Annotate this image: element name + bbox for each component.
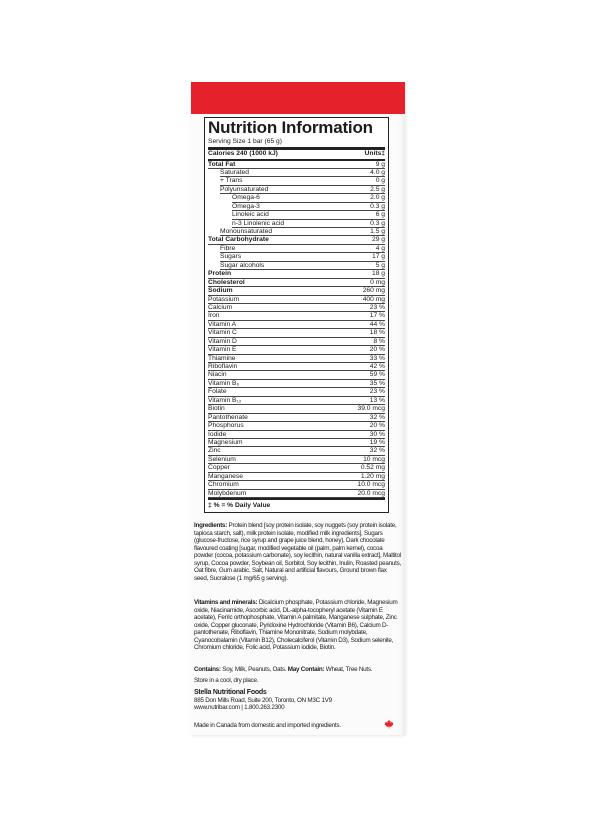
nutrient-row <box>208 287 385 295</box>
nutrient-row <box>208 414 385 422</box>
may-contain-text: Wheat, Tree Nuts. <box>324 666 373 673</box>
nutrient-value: 2.0 g <box>370 194 385 202</box>
company-contact: www.nutribar.com | 1.800.263.2300 <box>194 704 285 712</box>
nutrient-value: 17 g <box>371 253 385 261</box>
nutrient-row <box>220 169 385 177</box>
nutrient-row <box>208 321 385 329</box>
nutrient-name: Cholesterol <box>208 278 245 286</box>
nutrient-name: Monounsaturated <box>220 228 273 235</box>
nutrient-value: 18 g <box>371 270 385 278</box>
nutrient-row <box>232 211 385 219</box>
nutrient-name: Calcium <box>208 303 233 311</box>
ingredients-text: Protein blend [soy protein isolate, soy nuggets (soy protein isolate, tapioca starch, salt), milk protein isolate, modified milk ingredients], Sugars (glucose-fructose, rice syrup and grape juice blend, honey), Dark chocolate flavoured coating [sugar, modified vegetable oil (palm, palm kernel), cocoa powder (cocoa, potassium carbonate), soy lecithin, natural vanilla extract], Maltitol syrup, Cocoa powder, Soybean oil, Sorbitol, Soy lecithin, Inulin, Roasted peanuts, Oat fibre, Gum arabic, Salt, Natural and artificial flavours, Ground brown flax seed, Sucralose (1 mg/65 g serving). <box>194 522 402 582</box>
nutrient-value: 10.0 mcg <box>357 481 385 489</box>
nutrient-name: Niacin <box>208 371 227 379</box>
nutrient-value: 44 % <box>369 320 385 328</box>
nutrient-name: Chromium <box>208 481 239 489</box>
nutrient-name: Vitamin C <box>208 329 237 337</box>
nutrient-row <box>208 304 385 312</box>
nutrient-value: 0.52 mg <box>360 464 385 472</box>
nutrient-row <box>208 439 385 447</box>
company-name: Stella Nutritional Foods <box>194 689 267 696</box>
nutrient-name: Riboflavin <box>208 363 238 370</box>
daily-value-footnote: ‡ % = % Daily Value <box>208 498 385 510</box>
contains-label: Contains: <box>194 666 221 673</box>
nutrient-value: 32 % <box>369 413 385 421</box>
nutrient-name: Pantothenate <box>208 413 248 421</box>
nutrient-row <box>208 447 385 455</box>
nutrient-value: 5 g <box>375 261 385 269</box>
nutrient-value: 10 mcg <box>363 455 385 463</box>
nutrition-title: Nutrition Information <box>208 118 373 137</box>
nutrient-value: 20.0 mcg <box>357 489 385 497</box>
nutrient-row <box>220 262 385 270</box>
nutrient-row <box>220 186 385 194</box>
nutrient-value: 23 % <box>369 303 385 311</box>
nutrient-value: 20 % <box>369 346 385 354</box>
nutrient-row <box>208 329 385 337</box>
nutrient-row <box>208 312 385 320</box>
nutrient-name: Vitamin E <box>208 346 237 354</box>
made-in-note: Made in Canada from domestic and imported ingredients. <box>194 722 341 729</box>
nutrient-row <box>220 228 385 236</box>
nutrient-name: Protein <box>208 270 232 278</box>
nutrient-name: Selenium <box>208 455 236 463</box>
nutrient-name: Sodium <box>208 287 233 295</box>
vitamins-block <box>194 599 402 652</box>
nutrient-row <box>208 346 385 354</box>
ingredients-label: Ingredients: <box>194 522 228 529</box>
nutrient-row <box>208 431 385 439</box>
nutrient-row <box>208 363 385 371</box>
serving-size: Serving Size 1 bar (65 g) <box>208 138 282 145</box>
nutrient-value: 33 % <box>369 354 385 362</box>
nutrient-row <box>208 473 385 481</box>
nutrition-table <box>204 117 389 513</box>
nutrient-name: Iodide <box>208 430 227 438</box>
nutrient-value: 29 g <box>371 236 385 244</box>
nutrient-value: 0 g <box>375 177 385 185</box>
nutrient-value: 32 % <box>369 447 385 455</box>
nutrient-value: 4.0 g <box>370 168 385 176</box>
nutrient-value: 19 % <box>369 438 385 446</box>
nutrient-name: Molybdenum <box>208 489 247 497</box>
nutrient-name: Fibre <box>220 244 236 252</box>
vitamins-text: Dicalcium phosphate, Potassium chloride, Magnesium oxide, Niacinamide, Ascorbic acid, DL-alpha-tocopheryl acetate (Vitamin E acetate), Ferric orthophosphate, Vitamin A palmitate, Manganese sulphate, Zinc oxide, Copper gluconate, Pyridoxine Hydrochloride (Vitamin B6), Calcium D-pantothenate, Riboflavin, Thiamine Mononitrate, Sodium molybdate, Cyanocobalamin (Vitamin B12), Cholecalciferol (Vitamin D3), Sodium selenite, Chromium chloride, Folic acid, Potassium iodide, Biotin. <box>194 599 398 652</box>
nutrient-row <box>208 380 385 388</box>
storage-note: Store in a cool, dry place. <box>194 677 259 684</box>
nutrition-header <box>208 147 385 161</box>
nutrient-name: Total Fat <box>208 160 236 168</box>
nutrient-row <box>208 355 385 363</box>
nutrient-name: + Trans <box>220 177 243 185</box>
ingredients-block <box>194 522 402 582</box>
maple-leaf-icon <box>384 719 394 729</box>
nutrient-name: Thiamine <box>208 354 236 362</box>
nutrient-value: 18 % <box>369 329 385 337</box>
nutrient-row <box>208 270 385 278</box>
nutrient-row <box>208 338 385 346</box>
nutrient-value: 30 % <box>369 430 385 438</box>
nutrient-value: 1.20 mg <box>360 472 385 480</box>
nutrient-value: 8 % <box>373 337 385 345</box>
nutrient-name: Total Carbohydrate <box>208 236 269 244</box>
nutrient-value: 13 % <box>369 396 385 404</box>
nutrient-rows <box>208 161 385 499</box>
nutrient-name: Copper <box>208 464 230 472</box>
nutrient-name: Linoleic acid <box>232 211 269 219</box>
nutrient-value: 9 g <box>375 160 385 168</box>
nutrient-name: Vitamin D <box>208 337 237 345</box>
nutrient-name: Saturated <box>220 168 249 176</box>
nutrient-value: 0.3 g <box>370 219 385 227</box>
nutrient-row <box>208 464 385 472</box>
nutrient-row <box>208 490 385 498</box>
nutrient-row <box>208 405 385 413</box>
nutrient-value: 0.3 g <box>370 202 385 210</box>
nutrient-row <box>232 194 385 202</box>
nutrient-row <box>220 253 385 261</box>
nutrient-name: Potassium <box>208 295 240 303</box>
nutrient-value: 400 mg <box>362 295 385 303</box>
company-block <box>194 689 402 712</box>
nutrient-name: Vitamin B₆ <box>208 379 240 387</box>
nutrient-name: Omega-6 <box>232 194 260 202</box>
nutrient-row <box>208 161 385 169</box>
nutrient-name: Sugar alcohols <box>220 261 265 269</box>
nutrient-value: 59 % <box>369 371 385 379</box>
nutrient-row <box>208 422 385 430</box>
nutrient-row <box>208 397 385 405</box>
nutrient-name: Magnesium <box>208 438 243 446</box>
nutrient-row <box>232 203 385 211</box>
vitamins-label: Vitamins and minerals: <box>194 599 258 606</box>
nutrient-row <box>208 236 385 244</box>
nutrient-name: Iron <box>208 312 220 320</box>
nutrient-name: n-3 Linolenic acid <box>232 219 285 227</box>
nutrient-value: 2.5 g <box>370 185 385 193</box>
nutrient-name: Omega-3 <box>232 202 260 210</box>
nutrient-row <box>208 371 385 379</box>
nutrient-name: Zinc <box>208 447 221 455</box>
nutrient-value: 20 % <box>369 422 385 430</box>
nutrient-name: Vitamin B₁₂ <box>208 396 242 404</box>
nutrient-name: Polyunsaturated <box>220 185 269 193</box>
nutrient-name: Biotin <box>208 405 225 413</box>
nutrient-value: 23 % <box>369 388 385 396</box>
nutrient-row <box>208 481 385 489</box>
red-top-band <box>191 82 405 114</box>
nutrient-value: 4 g <box>375 244 385 252</box>
nutrient-row <box>208 388 385 396</box>
product-package-panel <box>191 82 405 735</box>
nutrient-value: 35 % <box>369 379 385 387</box>
nutrient-row <box>220 177 385 185</box>
may-contain-label: May Contain: <box>287 666 325 673</box>
units-label: Units‡ <box>364 150 385 157</box>
nutrient-row <box>220 245 385 253</box>
nutrient-value: 17 % <box>369 312 385 320</box>
nutrient-value: 42 % <box>369 363 385 370</box>
nutrient-value: 39.0 mcg <box>357 405 385 413</box>
nutrient-name: Vitamin A <box>208 320 237 328</box>
allergen-block <box>194 666 402 674</box>
nutrient-row <box>208 279 385 287</box>
nutrient-value: 6 g <box>375 211 385 219</box>
nutrient-name: Phosphorus <box>208 422 244 430</box>
calories-label: Calories 240 (1000 kJ) <box>208 150 278 157</box>
company-address: 885 Don Mills Road, Suite 200, Toronto, ON M3C 1V9 <box>194 696 332 704</box>
nutrient-name: Folate <box>208 388 227 396</box>
nutrient-row <box>208 296 385 304</box>
contains-text: Soy, Milk, Peanuts, Oats. <box>220 666 287 673</box>
nutrient-row <box>232 220 385 228</box>
nutrient-value: 1.5 g <box>370 228 385 235</box>
nutrient-name: Sugars <box>220 253 242 261</box>
nutrient-row <box>208 456 385 464</box>
nutrient-name: Manganese <box>208 472 243 480</box>
nutrient-value: 260 mg <box>362 287 385 295</box>
nutrient-value: 0 mg <box>370 278 385 286</box>
